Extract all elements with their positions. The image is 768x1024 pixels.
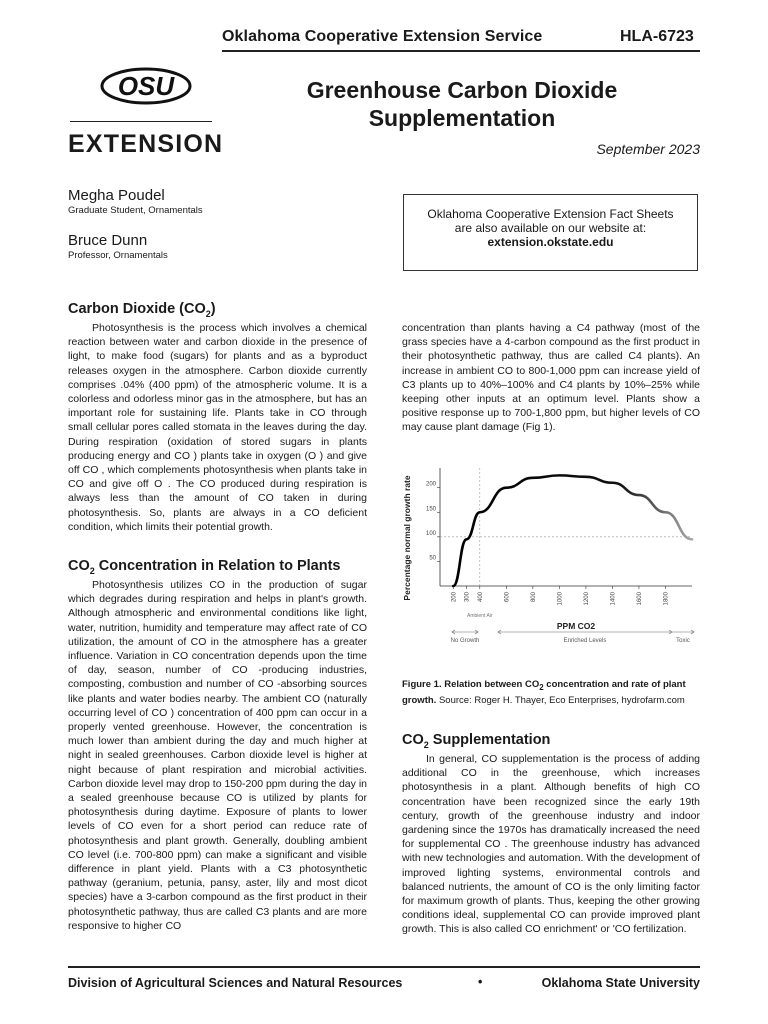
section-body-carbon-dioxide <box>68 321 367 534</box>
section-body-supplementation <box>402 752 700 937</box>
figure-caption: Figure 1. Relation between $CO_2$ concentration and rate of plant growth. Source: Roger H. Thayer, Eco Enterprises, hydrofarm.com <box>402 679 686 706</box>
y-tick-label: 100 <box>425 530 436 537</box>
fact-sheet-code: HLA-6723 <box>620 28 694 45</box>
title-line-2: Supplementation <box>368 105 556 131</box>
section-heading-carbon-dioxide: Carbon Dioxide $(CO_2)$ <box>68 301 216 319</box>
author-2 <box>68 232 168 261</box>
footer-separator: • <box>478 975 483 989</box>
factbox-line-2: are also available on our website at: <box>454 221 647 235</box>
range-label: Toxic <box>676 638 690 644</box>
x-tick-label: 200 <box>451 592 458 603</box>
osu-logo <box>98 64 194 108</box>
author-name: Megha Poudel <box>68 187 165 204</box>
factbox-line-1: Oklahoma Cooperative Extension Fact Sheets <box>427 207 674 221</box>
range-label: Enriched Levels <box>563 638 607 644</box>
paragraph: concentration than plants having a C4 pathway (most of the grass species have a 4-carbon compound as the first product in their photosynthetic pathway, thus are called C4 plants). An increase in ambient CO to 800-1,000 ppm can increase yield of C3 plants up to 40%–100% and C4 plants by 10%–25% while keeping other inputs at an optimum level. Plants show a positive response up to 700-1,800 ppm, but higher levels of CO may cause plant damage (Fig 1). <box>402 322 700 434</box>
x-tick-label: 1800 <box>663 592 670 606</box>
x-tick-label: 1000 <box>557 592 564 606</box>
paragraph: Photosynthesis is the process which involves a chemical reaction between water and carbon dioxide in the presence of light, to make food (sugars) for plants and as a byproduct releases oxygen in the atmosphere. Carbon dioxide currently comprises .04% (400 ppm) of the atmospheric volume. It is a colorless and odorless minor gas in the atmosphere, but has an important role for sustaining life. Plants take in CO through small cellular pores called stomata in the leaves during the day. During respiration (oxidation of stored sugars in plants producing energy and CO ) plants take in oxygen (O ) and give off CO , which complements photosynthesis when plants take in CO and give off O . The CO produced during respiration is always less than the amount of CO taken in during photosynthesis. So, plants are always in a CO deficient condition, which limits their potential growth. <box>68 322 367 533</box>
x-tick-label: 1400 <box>610 592 617 606</box>
section-heading-concentration: $CO_2$ Concentration in Relation to Plants <box>68 558 341 576</box>
section-body-concentration <box>68 578 367 933</box>
x-tick-label: 600 <box>504 592 511 603</box>
x-tick-label: 400 <box>477 592 484 603</box>
author-role: Graduate Student, Ornamentals <box>68 205 203 216</box>
x-tick-label: 300 <box>464 592 471 603</box>
service-name: Oklahoma Cooperative Extension Service <box>222 28 543 45</box>
author-1 <box>68 187 203 216</box>
growth-rate-series-line <box>453 475 692 586</box>
document-title <box>262 76 662 132</box>
y-tick-label: 150 <box>425 506 436 513</box>
x-axis-label: PPM CO2 <box>556 621 596 631</box>
section-heading-supplementation: $CO_2$ Supplementation <box>402 732 551 750</box>
ambient-label: Ambient Air <box>467 613 493 619</box>
y-tick-label: 200 <box>425 481 436 488</box>
author-name: Bruce Dunn <box>68 232 148 249</box>
y-tick-label: 50 <box>429 555 436 562</box>
fact-sheet-box <box>403 194 698 271</box>
concentration-continued <box>402 321 700 435</box>
x-tick-label: 1600 <box>636 592 643 606</box>
range-label: No Growth <box>450 638 480 644</box>
footer-division: Division of Agricultural Sciences and Natural Resources <box>68 976 403 990</box>
osu-logo-text: OSU <box>117 71 175 101</box>
website-link[interactable]: extension.okstate.edu <box>487 235 614 249</box>
header-rule <box>222 50 700 52</box>
author-role: Professor, Ornamentals <box>68 250 168 261</box>
logo-rule <box>70 121 212 122</box>
publication-date: September 2023 <box>596 141 700 157</box>
y-axis-label: Percentage normal growth rate <box>402 475 412 601</box>
paragraph: Photosynthesis utilizes CO in the production of sugar which degrades during respiration and helps in plant's growth. Although atmospheric and environmental conditions like light, water, nutrition, humidity and temperature may affect rate of CO utilization, the amount of CO in the atmosphere has a greater influence. Variation in CO concentration depends upon the time of day, season, number of CO -producing industries, composting, combustion and number of CO -absorbing sources like plants and water bodies nearby. The ambient CO (naturally occurring level of CO ) concentration of 400 ppm can occur in a properly vented greenhouse. However, the concentration is much lower than ambient during the day and much higher at night in sealed greenhouses. Carbon dioxide level is higher at night because of plant respiration and microbial activities. Carbon dioxide level may drop to 150-200 ppm during the day in a sealed greenhouse because CO is utilized by plants for photosynthesis during daytime. Exposure of plants to lower levels of CO even for a short period can reduce rate of photosynthesis and plant growth. Generally, doubling ambient CO level (i.e. 700-800 ppm) can make a significant and visible difference in plant yield. Plants with a C3 photosynthetic pathway (geranium, petunia, pansy, aster, lily and most dicot species) have a 3-carbon compound as the first product in their photosynthetic pathway, thus are called C3 plants and are more responsive to higher CO <box>68 579 367 932</box>
growth-rate-chart <box>400 458 700 668</box>
title-line-1: Greenhouse Carbon Dioxide <box>306 77 618 103</box>
x-tick-label: 1200 <box>583 592 590 606</box>
footer-university: Oklahoma State University <box>541 976 700 990</box>
paragraph: In general, CO supplementation is the process of adding additional CO in the greenhouse, which increases photosynthesis in a plant. Although benefits of high CO concentration have been recognized since the early 19th century, growth of the greenhouse industry and indoor gardening since the 1970s has dramatically increased the need for supplemental CO . The greenhouse industry has advanced with new technologies and automation. With the development of improved lighting systems, environmental controls and balanced nutrients, the amount of CO is the only limiting factor for maximum growth of plants. Thus, keeping the other growing conditions ideal, supplemental CO can provide improved plant growth. This is also called CO enrichment' or 'CO fertilization. <box>402 753 700 936</box>
extension-wordmark: EXTENSION <box>68 130 224 158</box>
footer-rule <box>68 966 700 968</box>
x-tick-label: 800 <box>530 592 537 603</box>
